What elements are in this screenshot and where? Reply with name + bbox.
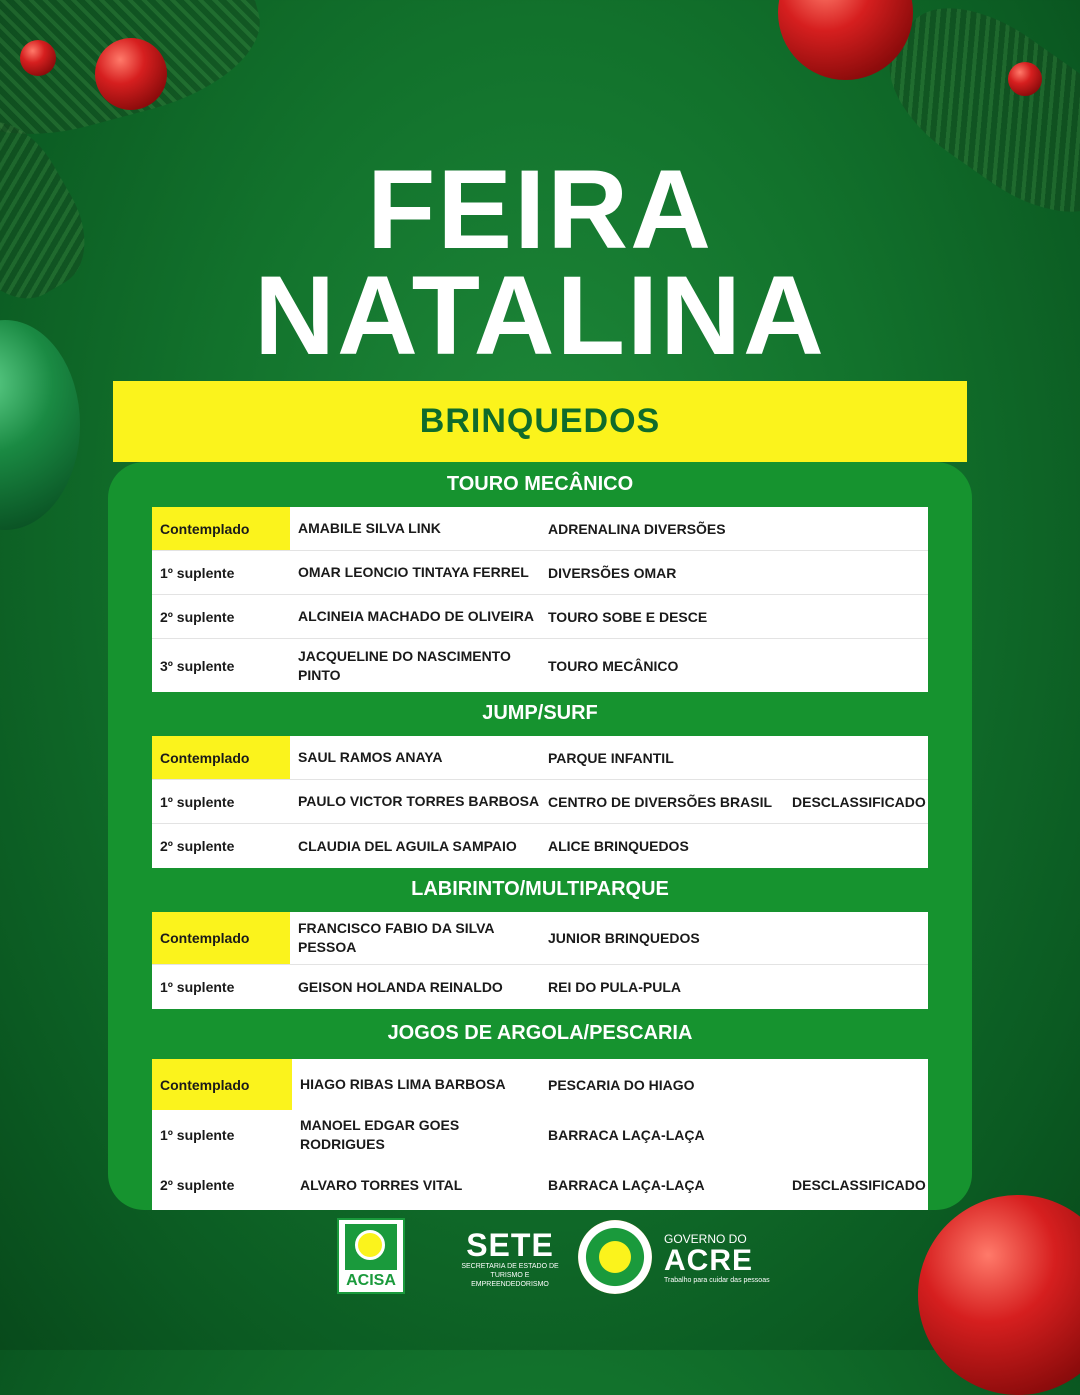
table-row xyxy=(152,736,928,780)
role-cell: 1º suplente xyxy=(160,564,235,581)
role-cell: 1º suplente xyxy=(160,979,235,995)
title-line-1: FEIRA xyxy=(367,147,713,272)
table-row xyxy=(152,551,928,595)
governo-acre-logo xyxy=(664,1232,770,1285)
name-cell: PAULO VICTOR TORRES BARBOSA xyxy=(298,793,540,809)
footer-logos xyxy=(0,1218,1080,1298)
acisa-logo xyxy=(337,1218,405,1294)
business-cell: TOURO MECÂNICO xyxy=(548,657,679,674)
name-cell: ALCINEIA MACHADO DE OLIVEIRA xyxy=(298,608,534,624)
role-cell: 2º suplente xyxy=(160,838,235,854)
status-cell: DESCLASSIFICADO xyxy=(792,1177,926,1193)
table-row xyxy=(152,912,928,965)
table-row xyxy=(152,824,928,868)
name-cell: HIAGO RIBAS LIMA BARBOSA xyxy=(300,1076,506,1092)
table-row xyxy=(152,1110,928,1160)
name-cell: OMAR LEONCIO TINTAYA FERREL xyxy=(298,564,529,580)
name-cell: ALVARO TORRES VITAL xyxy=(300,1176,463,1193)
sete-logo-text: SETE xyxy=(466,1227,554,1263)
gov-tagline: Trabalho para cuidar das pessoas xyxy=(664,1277,770,1284)
section-title-labirinto: LABIRINTO/MULTIPARQUE xyxy=(411,878,669,900)
role-cell: 1º suplente xyxy=(160,1127,235,1143)
name-cell: JACQUELINE DO NASCIMENTO PINTO xyxy=(298,647,511,683)
table-row xyxy=(152,1160,928,1210)
table-touro xyxy=(152,507,928,692)
business-cell: TOURO SOBE E DESCE xyxy=(548,608,708,625)
name-cell: GEISON HOLANDA REINALDO xyxy=(298,978,503,995)
business-cell: BARRACA LAÇA-LAÇA xyxy=(548,1127,705,1143)
sete-subtitle-2: TURISMO E EMPREENDEDORISMO xyxy=(471,1272,549,1288)
name-cell: SAUL RAMOS ANAYA xyxy=(298,749,443,765)
sete-logo xyxy=(455,1228,565,1289)
table-labirinto xyxy=(152,912,928,1009)
name-cell: CLAUDIA DEL AGUILA SAMPAIO xyxy=(298,837,517,854)
category-banner: BRINQUEDOS xyxy=(113,381,967,462)
ornament-red-small-top-right xyxy=(1008,62,1042,96)
business-cell: REI DO PULA-PULA xyxy=(548,979,681,995)
business-cell: PESCARIA DO HIAGO xyxy=(548,1076,695,1093)
role-cell: 2º suplente xyxy=(160,608,235,625)
role-cell: Contemplado xyxy=(152,507,290,550)
business-cell: CENTRO DE DIVERSÕES BRASIL xyxy=(548,793,773,810)
business-cell: PARQUE INFANTIL xyxy=(548,749,674,766)
acre-coat-of-arms-icon xyxy=(578,1220,652,1294)
role-cell: Contemplado xyxy=(152,1059,292,1110)
name-cell: MANOEL EDGAR GOES RODRIGUES xyxy=(300,1117,460,1152)
table-jump xyxy=(152,736,928,868)
table-row xyxy=(152,780,928,824)
table-row xyxy=(152,595,928,639)
business-cell: JUNIOR BRINQUEDOS xyxy=(548,930,700,946)
role-cell: 2º suplente xyxy=(160,1177,235,1193)
role-cell: 3º suplente xyxy=(160,657,235,674)
business-cell: ALICE BRINQUEDOS xyxy=(548,838,689,854)
section-title-jump: JUMP/SURF xyxy=(482,702,598,724)
table-row xyxy=(152,507,928,551)
ornament-red-small-top-left xyxy=(20,40,56,76)
name-cell: AMABILE SILVA LINK xyxy=(298,520,441,536)
business-cell: ADRENALINA DIVERSÕES xyxy=(548,520,726,537)
business-cell: DIVERSÕES OMAR xyxy=(548,564,677,581)
gov-line-2: ACRE xyxy=(664,1244,754,1277)
acisa-logo-circle xyxy=(355,1230,385,1260)
table-row xyxy=(152,639,928,692)
section-title-touro: TOURO MECÂNICO xyxy=(446,473,634,495)
section-title-argola: JOGOS DE ARGOLA/PESCARIA xyxy=(387,1022,693,1044)
acisa-logo-text: ACISA xyxy=(346,1272,396,1289)
sete-subtitle-1: SECRETARIA DE ESTADO DE xyxy=(461,1263,559,1270)
role-cell: 1º suplente xyxy=(160,793,235,810)
role-cell: Contemplado xyxy=(152,912,290,964)
table-row xyxy=(152,1059,928,1110)
ornament-red-top-left xyxy=(95,38,167,110)
gov-line-1: GOVERNO DO xyxy=(664,1232,747,1246)
table-argola xyxy=(152,1059,928,1210)
title-line-2: NATALINA xyxy=(254,253,826,378)
name-cell: FRANCISCO FABIO DA SILVA PESSOA xyxy=(298,920,494,955)
table-row xyxy=(152,965,928,1009)
role-cell: Contemplado xyxy=(152,736,290,779)
status-cell: DESCLASSIFICADO xyxy=(792,793,926,810)
business-cell: BARRACA LAÇA-LAÇA xyxy=(548,1177,705,1193)
